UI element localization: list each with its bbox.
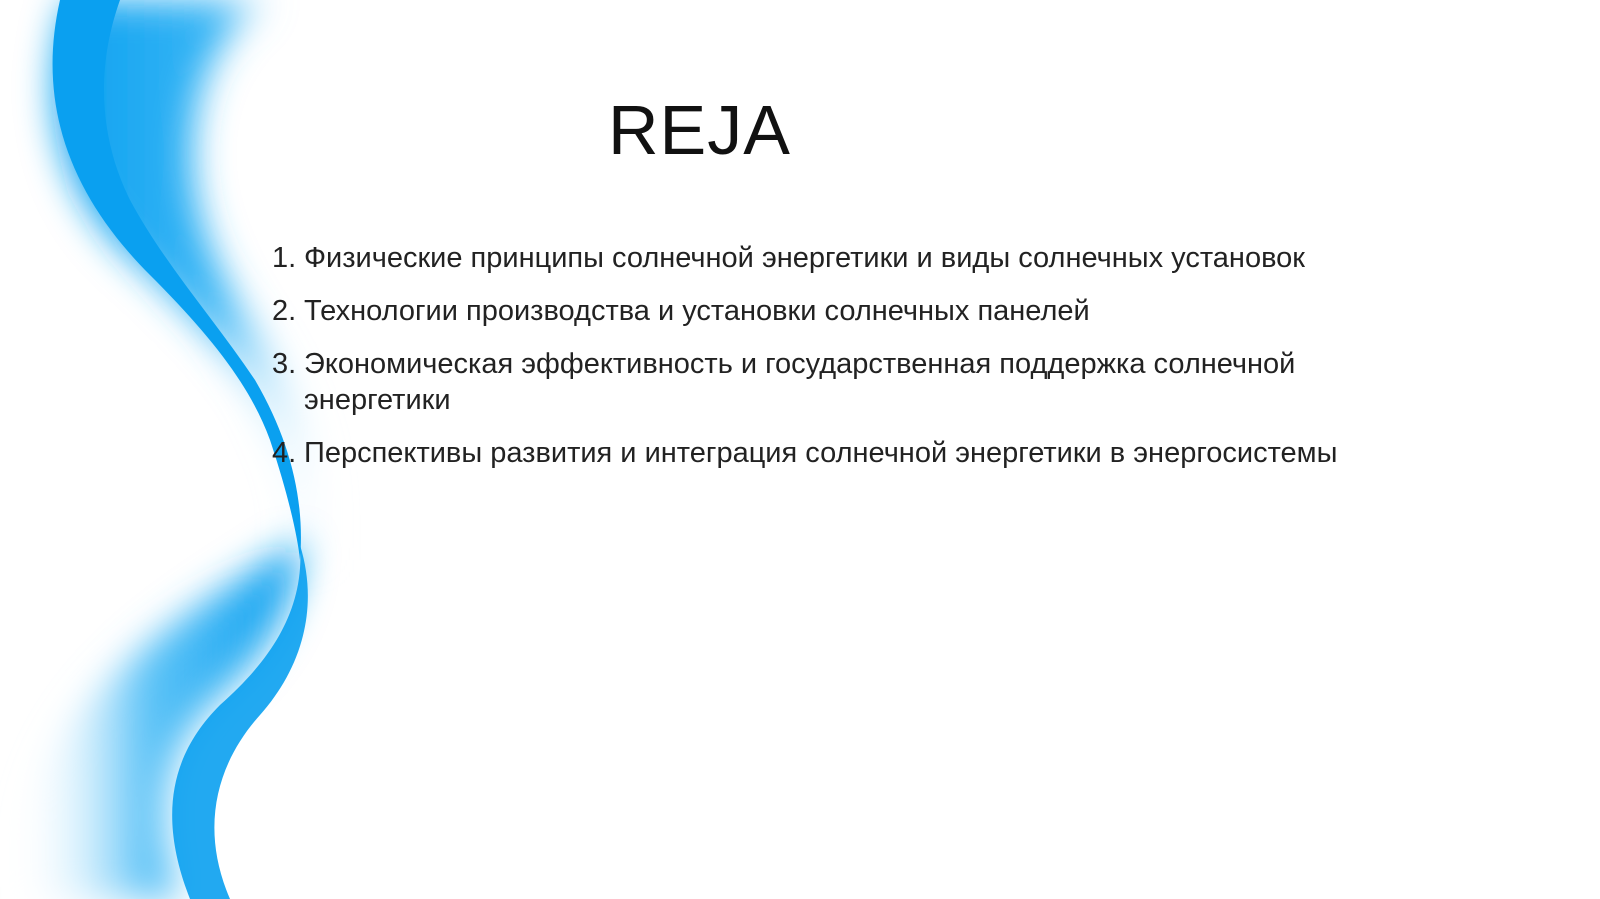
plan-item-2 [272,293,1422,329]
wave-band-lower [18,540,300,899]
plan-item-text: Экономическая эффективность и государственная поддержка солнечной энергетики [304,348,1296,416]
plan-item-3 [272,346,1422,418]
plan-item-number: 2. [272,295,297,327]
plan-item-1 [272,240,1422,276]
plan-item-text: Перспективы развития и интеграция солнечной энергетики в энергосистемы [304,437,1338,469]
plan-list [272,240,1422,488]
plan-item-4 [272,435,1422,471]
slide-title: REJA [608,91,791,169]
plan-item-number: 4. [272,437,297,469]
plan-item-text: Физические принципы солнечной энергетики и виды солнечных установок [304,242,1305,274]
plan-item-number: 3. [272,348,297,380]
plan-item-number: 1. [272,242,297,274]
plan-item-text: Технологии производства и установки солнечных панелей [304,295,1090,327]
